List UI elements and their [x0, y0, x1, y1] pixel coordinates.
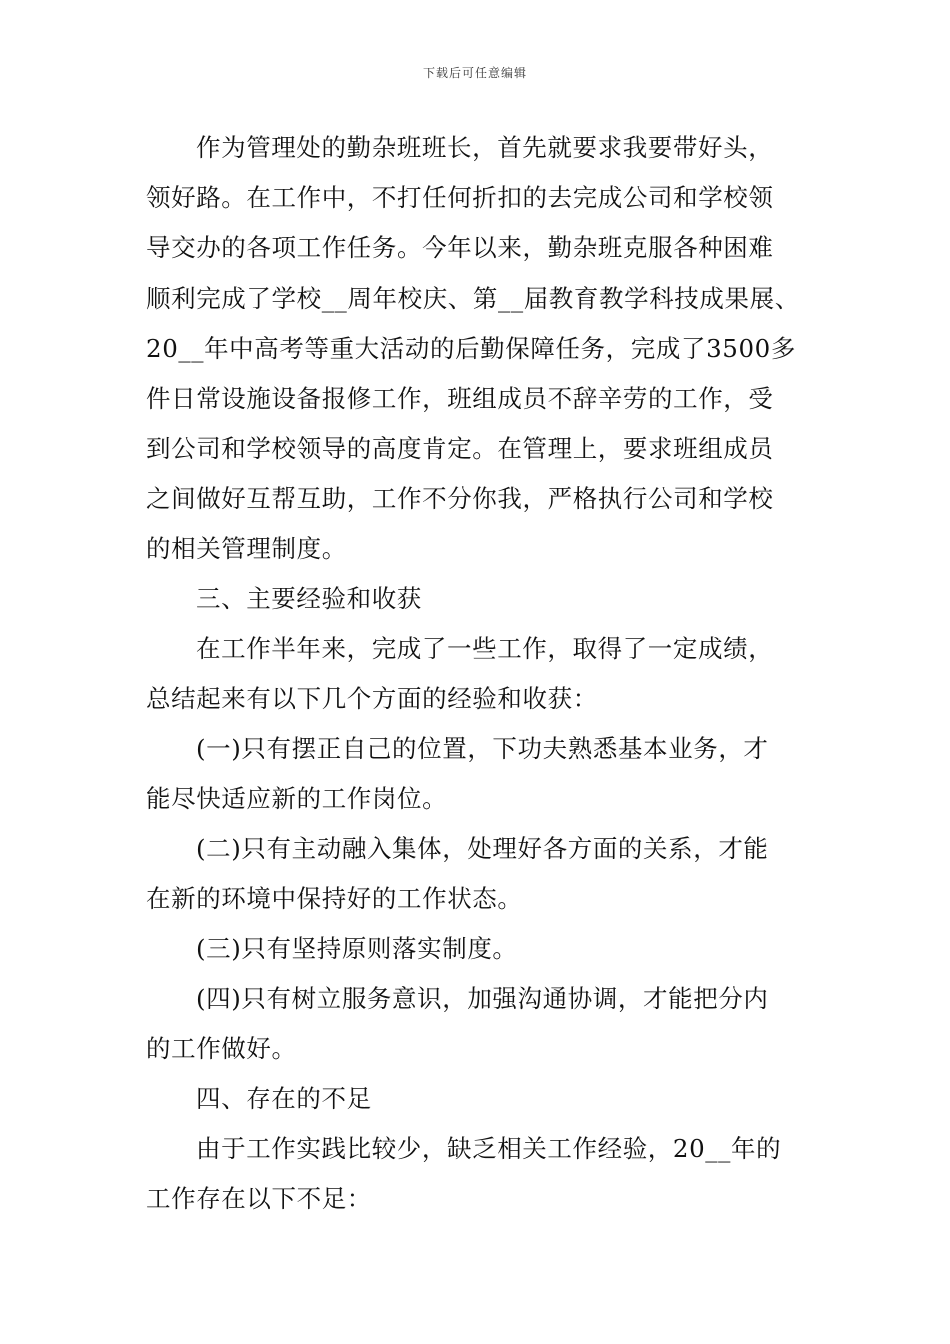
paragraph-line: 总结起来有以下几个方面的经验和收获：: [146, 684, 598, 713]
list-item-line: (三)只有坚持原则落实制度。: [196, 934, 518, 963]
list-item-line: 在新的环境中保持好的工作状态。: [146, 884, 523, 913]
paragraph-line: 导交办的各项工作任务。今年以来，勤杂班克服各种困难: [146, 233, 774, 262]
list-item-line: 的工作做好。: [146, 1034, 297, 1063]
paragraph-line: 之间做好互帮互助，工作不分你我，严格执行公司和学校: [146, 484, 774, 513]
paragraph-line: 工作存在以下不足：: [146, 1184, 372, 1213]
paragraph-line: 由于工作实践比较少，缺乏相关工作经验，20__年的: [196, 1134, 782, 1163]
list-item-line: (四)只有树立服务意识，加强沟通协调，才能把分内: [196, 984, 769, 1013]
section-heading: 四、存在的不足: [196, 1084, 372, 1113]
paragraph-line: 顺利完成了学校__周年校庆、第__届教育教学科技成果展、: [146, 284, 800, 313]
paragraph-line: 20__年中高考等重大活动的后勤保障任务，完成了3500多: [146, 334, 796, 363]
paragraph-line: 的相关管理制度。: [146, 534, 347, 563]
paragraph-line: 件日常设施设备报修工作，班组成员不辞辛劳的工作，受: [146, 384, 774, 413]
list-item-line: (二)只有主动融入集体，处理好各方面的关系，才能: [196, 834, 769, 863]
paragraph-line: 领好路。在工作中，不打任何折扣的去完成公司和学校领: [146, 183, 774, 212]
list-item-line: 能尽快适应新的工作岗位。: [146, 784, 448, 813]
page-header: 下载后可任意编辑: [422, 66, 527, 80]
paragraph-line: 作为管理处的勤杂班班长，首先就要求我要带好头，: [196, 133, 774, 162]
list-item-line: (一)只有摆正自己的位置，下功夫熟悉基本业务，才: [196, 734, 769, 763]
section-heading: 三、主要经验和收获: [196, 584, 422, 613]
paragraph-line: 在工作半年来，完成了一些工作，取得了一定成绩，: [196, 634, 774, 663]
paragraph-line: 到公司和学校领导的高度肯定。在管理上，要求班组成员: [146, 434, 774, 463]
